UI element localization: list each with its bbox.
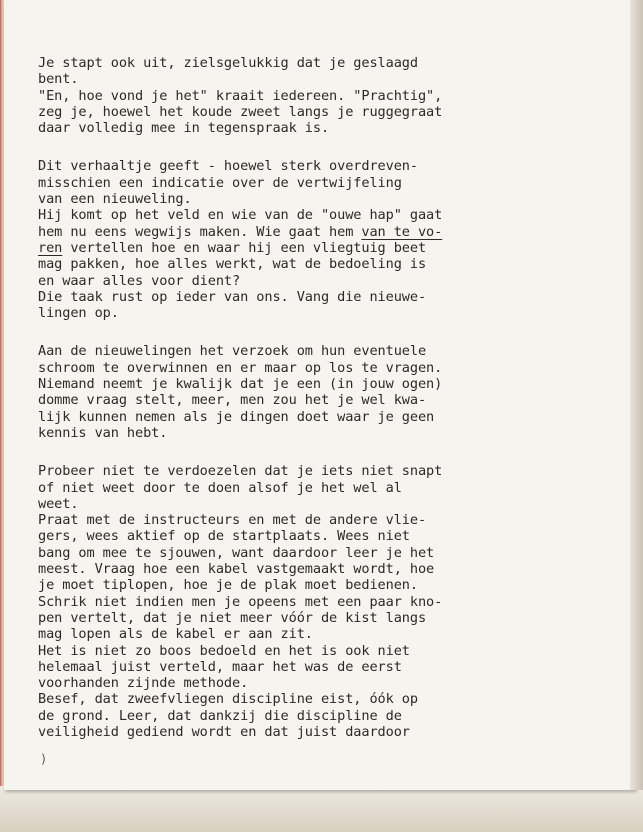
paragraph-1: [38, 55, 618, 136]
text-line: Het is niet zo boos bedoeld en het is ook niet: [38, 642, 410, 659]
text-line: "En, hoe vond je het" kraait iedereen. "Prachtig",: [38, 87, 443, 104]
paragraph-gap: [38, 441, 618, 463]
text-line: Aan de nieuwelingen het verzoek om hun eventuele: [38, 343, 427, 360]
text-line: weet.: [38, 495, 79, 512]
text-line: zeg je, hoewel het koude zweet langs je ruggegraat: [38, 103, 443, 120]
text-line: van een nieuweling.: [38, 191, 192, 208]
text-line: mag lopen als de kabel er aan zit.: [38, 626, 313, 643]
text-line: helemaal juist verteld, maar het was de eerst: [38, 658, 402, 675]
paragraph-gap: [38, 321, 618, 343]
text-line: Besef, dat zweefvliegen discipline eist, óók op: [38, 691, 418, 708]
text-line: meest. Vraag hoe een kabel vastgemaakt wordt, hoe: [38, 561, 435, 578]
page-mark: ): [40, 752, 48, 766]
text-line: mag pakken, hoe alles werkt, wat de bedoeling is: [38, 256, 427, 273]
text-line: pen vertelt, dat je niet meer vóór de kist langs: [38, 609, 427, 626]
text-line: gers, wees aktief op de startplaats. Wees niet: [38, 528, 410, 545]
text-line: Praat met de instructeurs en met de andere vlie-: [38, 512, 427, 529]
paragraph-4: [38, 463, 618, 740]
text-line: lingen op.: [38, 305, 119, 322]
text-line: Schrik niet indien men je opeens met een paar kno-: [38, 593, 443, 610]
typewritten-text: [38, 55, 618, 740]
text-line: en waar alles voor dient?: [38, 272, 241, 289]
underlined-phrase: van te vo-: [361, 223, 443, 240]
text-fragment: hem nu eens wegwijs maken. Wie gaat hem: [38, 223, 362, 240]
text-line: Niemand neemt je kwalijk dat je een (in jouw ogen): [38, 376, 443, 393]
text-line: veiligheid gediend wordt en dat juist daardoor: [38, 723, 410, 740]
text-line: Die taak rust op ieder van ons. Vang die nieuwe-: [38, 288, 427, 305]
paper-right-edge: [630, 0, 643, 790]
text-fragment: vertellen hoe en waar hij een vliegtuig beet: [62, 239, 427, 256]
underlined-phrase: ren: [38, 239, 63, 256]
text-line: bent.: [38, 71, 79, 88]
text-line: domme vraag stelt, meer, men zou het je wel kwa-: [38, 392, 427, 409]
text-line: [38, 240, 618, 256]
text-line: voorhanden zijnde methode.: [38, 675, 249, 692]
text-line: Dit verhaaltje geeft - hoewel sterk overdreven-: [38, 158, 418, 175]
paragraph-gap: [38, 136, 618, 158]
paragraph-2: [38, 158, 618, 321]
text-line: Probeer niet te verdoezelen dat je iets niet snapt: [38, 463, 443, 480]
paragraph-3: [38, 343, 618, 441]
underlying-sheet: [0, 786, 643, 832]
text-line: schroom te overwinnen en er maar op los te vragen.: [38, 359, 443, 376]
text-line: lijk kunnen nemen als je dingen doet waar je geen: [38, 408, 435, 425]
text-line: bang om mee te sjouwen, want daardoor leer je het: [38, 544, 435, 561]
text-line: of niet weet door te doen alsof je het wel al: [38, 479, 402, 496]
text-line: misschien een indicatie over de vertwijfeling: [38, 174, 402, 191]
text-line: Hij komt op het veld en wie van de "ouwe hap" gaat: [38, 207, 443, 224]
text-line: [38, 224, 618, 240]
text-line: kennis van hebt.: [38, 424, 168, 441]
text-line: de grond. Leer, dat dankzij die discipline de: [38, 707, 402, 724]
text-line: Je stapt ook uit, zielsgelukkig dat je geslaagd: [38, 55, 418, 71]
text-line: je moet tiplopen, hoe je de plak moet bedienen.: [38, 577, 418, 594]
text-line: daar volledig mee in tegenspraak is.: [38, 120, 330, 137]
